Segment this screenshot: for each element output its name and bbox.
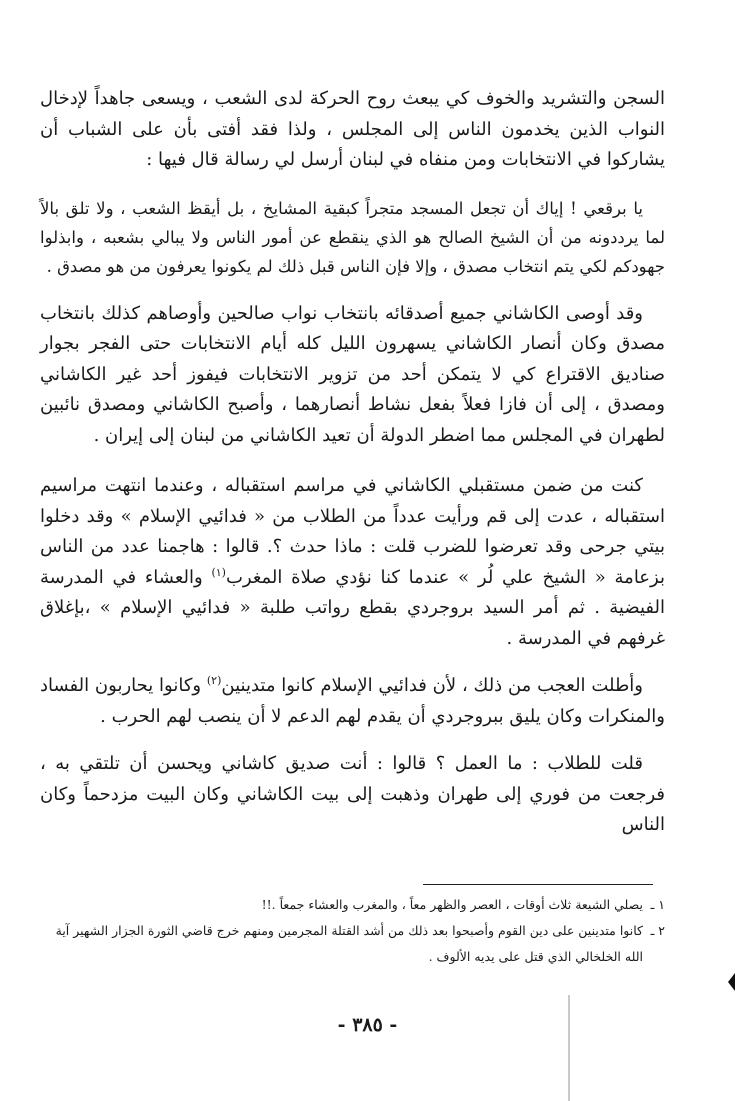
page-edge-mark [728,973,735,991]
paragraph-5 [40,671,665,732]
footnotes [40,892,665,970]
paragraph-4-part-2: والعشاء في المدرسة الفيضية . ثم أمر السيد بروجردي بقطع رواتب طلبة « فدائيي الإسلام » ،بإغلاق غرفهم في المدرسة . [40,566,665,649]
footnote-2-continuation: الله الخلخالي الذي قتل على يديه الألوف . [428,949,643,964]
paragraph-1: السجن والتشريد والخوف كي يبعث روح الحركة لدى الشعب ، ويسعى جاهداً لإدخال النواب الذين يخدمون الناس إلى المجلس ، ولذا فقد أفتى بأن على الشباب أن يشاركوا في الانتخابات ومن منفاه في لبنان أرسل لي رسالة قال فيها : [40,88,665,170]
footnote-divider [423,884,653,885]
paragraph-3: وقد أوصى الكاشاني جميع أصدقائه بانتخاب نواب صالحين وأوصاهم كذلك بانتخاب مصدق وكان أنصار الكاشاني يسهرون الليل كله أيام الانتخابات حتى الفجر بجوار صناديق الاقتراع كي لا يتمكن أحد من تزوير الانتخابات فيفوز أحد غير الكاشاني ومصدق ، إلى أن فازا فعلاً بفعل نشاط أنصارهما ، وأصبح الكاشاني ومصدق نائبين لطهران في المجلس مما اضطر الدولة أن تعيد الكاشاني من لبنان إلى إيران . [40,302,665,446]
page-body [40,84,665,841]
footnote-ref-1[interactable]: (١) [211,565,226,579]
paragraph-4 [40,471,665,654]
paragraph-5-part-2: وكانوا يحاربون الفساد والمنكرات وكان يليق ببروجردي أن يقدم لهم الدعم لا أن ينصب لهم الحرب . [40,675,665,727]
footnote-ref-2[interactable]: (٢) [206,674,222,687]
quoted-letter: يا برقعي ! إياك أن تجعل المسجد متجراً كبقية المشايخ ، بل أيقظ الشعب ، ولا تلق بالاً لما يرددونه من أن الشيخ الصالح هو الذي ينقطع عن أمور الناس ولا يبالي بشعبه ، وابذلوا جهودكم لكي يتم انتخاب مصدق ، وإلا فإن الناس قبل ذلك لم يكونوا يعرفون من هو مصدق . [40,198,665,276]
footnote-1-text: يصلي الشيعة ثلاث أوقات ، العصر والظهر معاً ، والمغرب والعشاء جمعاً .!! [261,897,643,912]
footnote-1-number: ١ ـ [650,897,665,912]
footnote-2-text: كانوا متدينين على دين القوم وأصبحوا بعد ذلك من أشد القتلة المجرمين ومنهم خرج قاضي الثورة الجزار الشهير آية [55,923,643,938]
paragraph-5-part-1: وأطلت العجب من ذلك ، لأن فدائيي الإسلام كانوا متدينين [221,675,643,696]
paragraph-6: قلت للطلاب : ما العمل ؟ قالوا : أنت صديق كاشاني ويحسن أن تلتقي به ، فرجعت من فوري إلى طهران وذهبت إلى بيت الكاشاني وكان البيت مزدحماً وكان الناس [40,753,665,835]
page-number: - ٣٨٥ - [337,1014,398,1036]
footnote-2-number: ٢ ـ [650,923,665,938]
paragraph-4-part-1: كنت من ضمن مستقبلي الكاشاني في مراسم استقباله ، وعندما انتهت مراسيم استقباله ، عدت إلى قم ورأيت عدداً من الطلاب من « فدائيي الإسلام » وقد دخلوا بيتي جرحى وقد تعرضوا للضرب قلت : ماذا حدث ؟. قالوا : هاجمنا عدد من الناس بزعامة « الشيخ علي لُر » عندما كنا نؤدي صلاة المغرب [40,475,665,588]
footnote-1 [40,892,665,918]
footnote-2 [40,918,665,944]
scan-crease-line [568,995,570,1101]
